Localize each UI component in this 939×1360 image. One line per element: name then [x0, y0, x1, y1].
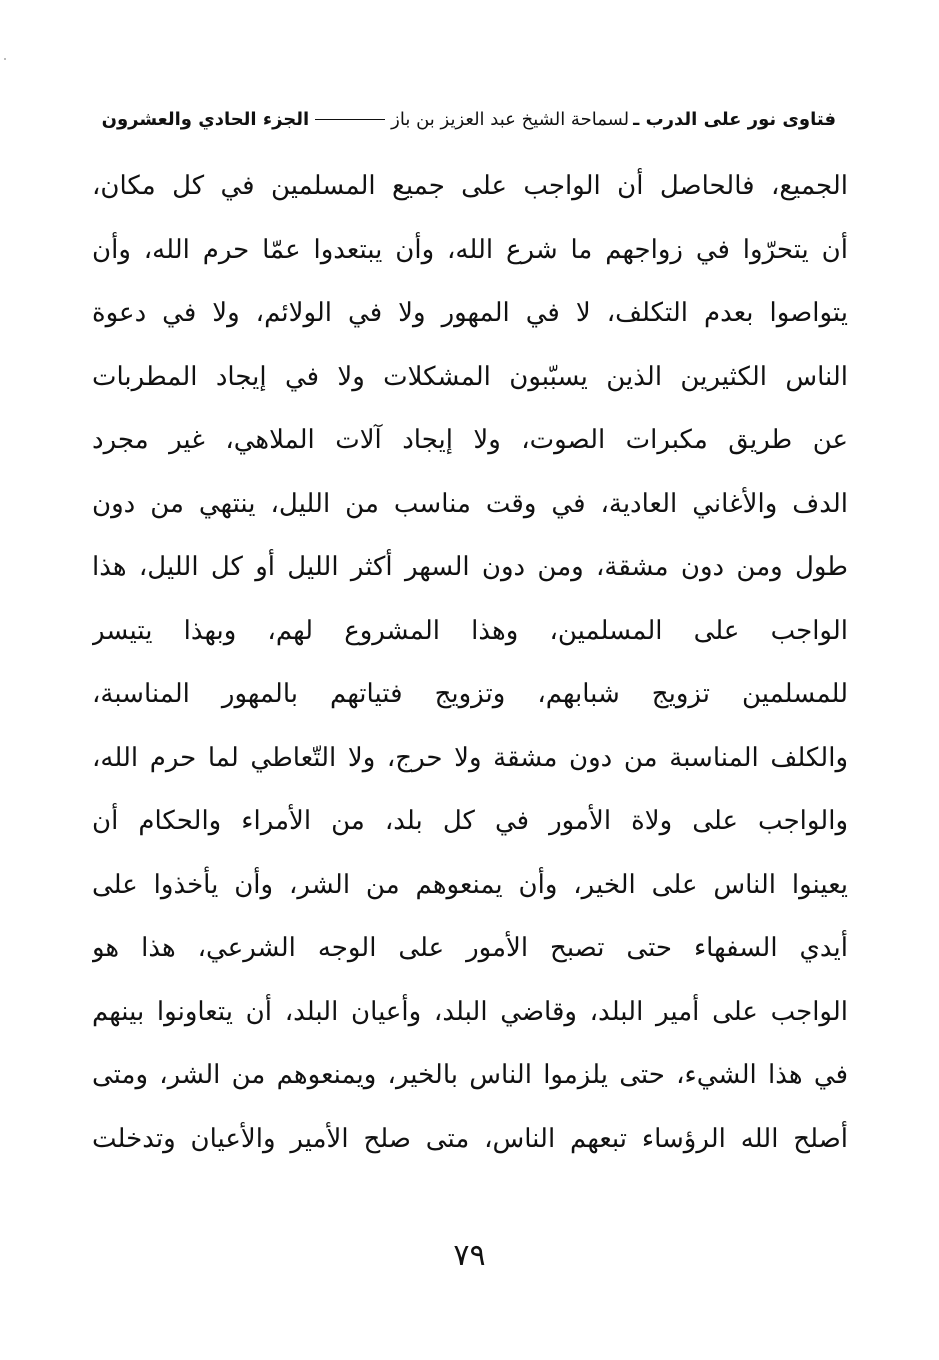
- text-line: والكلف المناسبة من دون مشقة ولا حرج، ولا التّعاطي لما حرم الله،: [92, 742, 848, 773]
- text-line: عن طريق مكبرات الصوت، ولا إيجاد آلات الملاهي، غير مجرد: [92, 425, 848, 455]
- text-line: والواجب على ولاة الأمور في كل بلد، من الأمراء والحكام أن: [92, 806, 848, 836]
- page-number: ٧٩: [453, 1238, 486, 1273]
- text-line: في هذا الشيء، حتى يلزموا الناس بالخير، ويمنعوهم من الشر، ومتى: [92, 1060, 848, 1090]
- text-line: الجميع، فالحاصل أن الواجب على جميع المسلمين في كل مكان،: [92, 171, 848, 201]
- text-line: للمسلمين تزويج شبابهم، وتزويج فتياتهم بالمهور المناسبة،: [92, 679, 848, 709]
- text-line: أن يتحرّوا في زواجهم ما شرع الله، وأن يبتعدوا عمّا حرم الله، وأن: [92, 234, 848, 265]
- header-part: الجزء الحادي والعشرون: [101, 108, 310, 130]
- running-header: [96, 99, 836, 139]
- text-line: الدف والأغاني العادية، في وقت مناسب من الليل، ينتهي من دون: [92, 488, 848, 519]
- text-line: الناس الكثيرين الذين يسبّبون المشكلات ولا في إيجاد المطربات: [92, 361, 848, 392]
- text-line: أصلح الله الرؤساء تبعهم الناس، متى صلح الأمير والأعيان وتدخلت: [92, 1123, 848, 1154]
- header-author: لسماحة الشيخ عبد العزيز بن باز: [391, 108, 630, 130]
- scan-speck: [4, 58, 6, 60]
- text-line: يتواصوا بعدم التكلف، لا في المهور ولا في الولائم، ولا في دعوة: [92, 298, 848, 328]
- text-line: الواجب على المسلمين، وهذا المشروع لهم، وبهذا يتيسر: [92, 615, 848, 646]
- text-line: أيدي السفهاء حتى تصبح الأمور على الوجه الشرعي، هذا هو: [92, 933, 848, 963]
- text-line: الواجب على أمير البلد، وقاضي البلد، وأعيان البلد، أن يتعاونوا بينهم: [92, 996, 848, 1027]
- header-book-title: فتاوى نور على الدرب ـ: [633, 108, 836, 130]
- body-text: [92, 158, 848, 1174]
- header-rule: [315, 119, 385, 120]
- text-line: يعينوا الناس على الخير، وأن يمنعوهم من الشر، وأن يأخذوا على: [92, 869, 848, 900]
- text-line: طول ومن دون مشقة، ومن دون السهر أكثر الليل أو كل الليل، هذا: [92, 552, 848, 582]
